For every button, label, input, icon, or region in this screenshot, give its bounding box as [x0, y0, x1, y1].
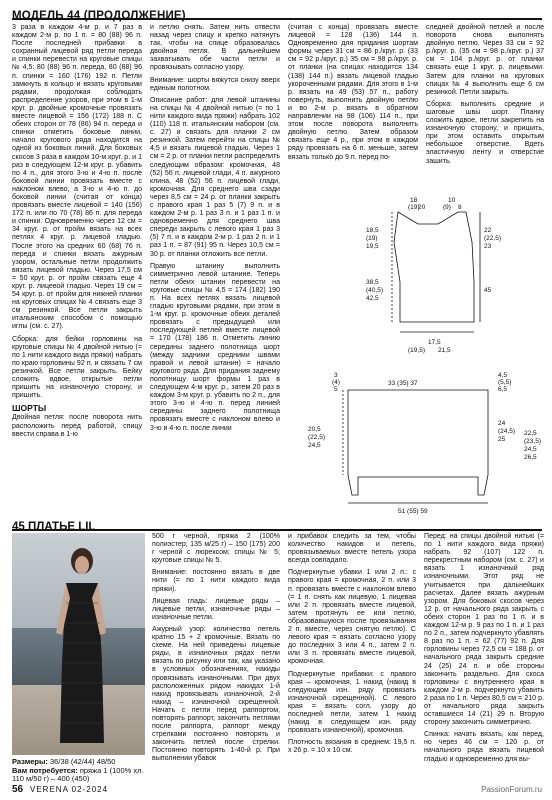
diagram-outline: [394, 212, 474, 322]
paragraph: Сборка: для бейки горловины на круговые спицы № 4 двойной нитью (= по 1 нити каждого вида пряжи) набрать по краю горловины 92 п. и связать 7 см резинкой. Все петли закрыть. Бейку сложить вдвое, открытые петли пришить на изнаночную сторону, и пришить.: [12, 335, 142, 400]
dim-label: (19,5): [408, 347, 425, 354]
dim-label: 45: [484, 287, 492, 294]
dim-label: 24: [498, 420, 506, 427]
text-column-2: [150, 24, 280, 437]
dim-label: 19,5: [366, 243, 379, 250]
page-footer: [0, 782, 552, 800]
page-number: 56: [12, 784, 24, 795]
watermark: PassionForum.ru: [481, 785, 542, 794]
text-column-lil-3: [424, 533, 544, 768]
dim-label: 51 (55) 59: [398, 508, 428, 515]
dim-label: 8: [458, 204, 462, 211]
dim-label: 20,5: [308, 426, 321, 433]
dim-label: 5: [334, 386, 338, 393]
paragraph: Внимание: постоянно вязать в две нити (= по 1 нити каждого вида пряжи).: [152, 569, 280, 593]
dim-label: (22,5): [484, 235, 501, 242]
dim-label: (23,5): [524, 438, 541, 445]
dim-label: 17,5: [428, 339, 441, 346]
model-photo: [12, 533, 145, 755]
dim-label: 10: [448, 197, 456, 204]
dim-label: (24,5): [498, 428, 515, 435]
text-column-1: [12, 24, 142, 443]
section-title: 45 ПЛАТЬЕ LIL: [12, 521, 96, 533]
paragraph: Внимание: шорты вяжутся снизу вверх единым полотном.: [150, 76, 280, 92]
sizes-value: 36/38 (42/44) 48/50: [50, 757, 116, 766]
diagram-outline: [348, 390, 488, 495]
magazine-brand: VERENA 02-2024: [30, 785, 109, 794]
paragraph: Правую штанину выполнить симметрично левой штанине. Теперь петли обеих штанин перевести на круговые спицы № 4,5 = 174 (182) 190 п. На всех петлях вязать лицевой гладью круговыми рядами, при этом в 1-м круг. р. кромочные обеих деталей провязать с предыдущей или последующей петлей вместе лицевой = 170 (178) 186 п. Отметить линию середины заднего полотнища шорт (между задними средними швами правой и левой штанин) = начало кругового ряда. Для придания заднему полотнищу шорт формы 1 раз в следующем 4-м круг. р., затем 20 раз в каждом 3-м круг. р. убавить по 2 п., для этого 3-ю и 4-ю п. перед линией середины заднего полотнища провязать вместе с наклоном влево и 3-ю и 4-ю п. после линии: [150, 262, 280, 432]
paragraph: следней двойной петлей и после поворота снова выполнять двойную петлю. Через 33 см = 92 р./круг. р. (35 см = 98 р./круг. р.) 37 см = 104 р./круг. р. от планки связать еще 1 круг. р. лицевыми. Затем для планки на круговых спицах № 4 выполнить еще 6 см резинкой. Петли закрыть.: [426, 24, 544, 96]
dim-label: (19): [408, 204, 420, 211]
model-figure: [42, 543, 120, 755]
text-column-lil-1: [152, 533, 280, 768]
dim-label: 18,5: [366, 227, 379, 234]
dim-label: 23: [484, 243, 492, 250]
section-header-45: [12, 517, 542, 531]
paragraph: Подчеркнутые прибавки: с правого края – кромочная, 1 накид (накид в следующем изн. ряду провязать изнаночной скрещенной). С левого края = вязать согл. узору до последней петли, затем 1 накид (накид в следующем изн. ряду провязать изнаночной), кромочная.: [288, 670, 416, 735]
dim-label: 20: [418, 204, 426, 211]
paragraph: Ажурный узор: количество петель кратно 15 + 2 кромочные. Вязать по схеме. На ней приведены лицевые ряды, в изнаночных рядах петли вязать по рисунку или так, как указано в условных обозначениях, накиды провязывать изнаночными. При двух расположенных рядом накидах 1-й накид провязывать изнаночной, 2-й накид – изнаночной скрещенной. Начать с петли перед раппортом, повторять раппорт, закончить петлями после раппорта, раппорт между стрелками постоянно повторять и закончить петлей после стрелки. Постоянно повторять 1-40-й р. При выполнении убавок: [152, 625, 280, 763]
dim-label: (9): [443, 204, 451, 211]
dim-label: 6,5: [498, 386, 508, 393]
need-label: Вам потребуется:: [12, 765, 78, 775]
sizes-label: Размеры:: [12, 757, 48, 766]
dim-label: 22,5: [524, 430, 537, 437]
pattern-diagram-bottom: [288, 365, 544, 515]
paragraph: Подчеркнутые убавки 1 или 2 п.: с правого края = кромочная, 2 п. или 3 п. провязать вместе с наклоном влево (= 1 п. снять как лицевую, 1 лицевая или 2 п. провязать вместе лицевой, затем протянуть ее или петлю, образовавшуюся после провязывания 2 п. вместе, через снятую петлю). С левого края = вязать согласно узору до последних 3 или 4 п., затем 2 п. или 3 п. провязать вместе лицевой, кромочная.: [288, 569, 416, 666]
section-header-44: [12, 6, 542, 20]
paragraph: Лицевая гладь: лицевые ряды – лицевые петли, изнаночные ряды – изнаночные петли.: [152, 597, 280, 621]
text-column-4: [426, 24, 544, 170]
subheading-shorts: ШОРТЫ: [12, 403, 47, 414]
paragraph: Перед: на спицы двойной нитью (= по 1 нити каждого вида пряжи) набрать 92 (107) 122 п. перекрестным набором (см. с. 27) и вязать 1 изнаночный ряд изнаночными. Этот ряд не учитывается при дальнейших расчетах. Далее вязать ажурным узором. Для боковых скосов через 12 р. от начального ряда закрыть с обеих сторон 1 раз по 1 п. и в каждом 12-м р. 9 раз по 1 п. и 1 раз по 2 п., затем подчеркнуто убавлять 8 раз по 1 п. = 62 (77) 92 п. Для горловины через 72,5 см = 188 р. от начального ряда закрыть средние 24 (25) 24 п. и обе стороны закончить раздельно. Для скоса горловины с внутреннего края в каждом 2-м р. подчеркнуто убавить 2 раза по 1 п. Через 80,5 см = 210 р. от начального ряда закрыть оставшиеся 14 (21) 29 п. Вторую сторону закончить симметрично.: [424, 533, 544, 727]
dim-label: (5,5): [498, 379, 512, 386]
dim-label: 22: [484, 227, 492, 234]
dim-label: (19): [366, 235, 378, 242]
paragraph: Спинка: начать вязать, как перед, но через 46 см = 120 р. от начального ряда вязать лицевой гладью и одновременно для вы-: [424, 731, 544, 763]
dim-label: 26,5: [524, 454, 537, 461]
need-value: пряжа 1 (100% хл. 110 м/50 г) – 400 (450): [12, 765, 144, 784]
dim-label: (40,5): [366, 287, 383, 294]
dim-label: 42,5: [366, 295, 379, 302]
paragraph: 500 г черной, пряжа 2 (100% полиэстер; 135 м/25 г) – 150 (175) 200 г черной с люрексом; спицы № 5; круговые спицы № 5.: [152, 533, 280, 565]
dim-label: (4): [332, 379, 340, 386]
dim-label: 24,5: [308, 442, 321, 449]
dim-label: 33 (35) 37: [388, 380, 418, 387]
pattern-diagram-top: [288, 192, 544, 362]
paragraph: и петлю снять. Затем нить отвести назад через спицу и крепко натянуть так, чтобы на спице образовалась двойная петля. В дальнейшем захватывать обе части петли и провязывать согласно узору.: [150, 24, 280, 72]
dim-label: 25: [498, 436, 506, 443]
paragraph: и прибавок следить за тем, чтобы количество накидов и петель, провязываемых вместе петель узора всегда совпадало.: [288, 533, 416, 565]
dim-label: 38,5: [366, 279, 379, 286]
model-caption: [12, 758, 147, 784]
dim-label: (22,5): [308, 434, 325, 441]
dim-label: 18: [410, 197, 418, 204]
paragraph: (считая с конца) провязать вместе лицевой = 128 (136) 144 п. Одновременно для придания шортам формы через 31 см = 86 р./круг. р. (33 см = 92 р./круг. р.) 35 см = 98 р./круг. р. от планки (на спицах находится 134 (138) 144 п.) вязать лицевой гладью укороченными рядами. Для этого в 1-м р. вязать на 49 (53) 57 п., работу повернуть, выполнить двойную петлю и во 2-м р. вязать в обратном направлении на 98 (106) 114 п., при этом после поворота выполнить двойную петлю. Затем образом связать еще 4 р., при этом в каждом ряду провязать на 6 п. меньше, затем вязать только до 9 п. перед по-: [288, 24, 418, 161]
text-column-lil-2: [288, 533, 416, 759]
dim-label: 3: [334, 372, 338, 379]
dim-label: 24,5: [524, 446, 537, 453]
paragraph: Сборка: выполнить средние и шаговые швы шорт. Планку сложить вдвое, петли закрепить на изнаночную сторону, и пришить, при этом оставить открытым небольшое отверстие. Вдеть эластичную ленту и отверстие зашить.: [426, 100, 544, 165]
dim-label: 4,5: [498, 372, 508, 379]
dim-label: 21,5: [438, 347, 451, 354]
paragraph: Плотность вязания в среднем: 19,5 п. x 26 р. = 10 x 10 см.: [288, 739, 416, 755]
text-column-3: [288, 24, 418, 166]
paragraph: Двойная петля: после поворота нить расположить перед работой, спицу ввести справа в 1-ю: [12, 414, 142, 438]
paragraph: Описание работ: для левой штанины на спицы № 4 двойной нитью (= по 1 нити каждого вида пряжи) набрать 102 (110) 118 п. итальянским набором (см. с. 27) и связать для планки 2 см резинкой. Затем перейти на спицы № 4,5 и вязать лицевой гладью. Через 1 см = 2 р. от планки петли распределить следующим образом: кромочная, 48 (52) 56 п. лицевой глади, 4 п. ажурного клина, 48 (52) 56 п. лицевой глади, кромочная. Для среднего шва сзади через 8,5 см = 24 р. от планки закрыть с правого края 1 раз 5 (7) 9 п. и в каждом 2-м р. 1 раз 3 п. и 1 раз 1 п. и одновременно для среднего шва спереди закрыть с левого края 1 раз 3 (5) 7 п. и в каждом 2-м р. 1 раз 2 п. и 1 раз 1 п. = 87 (91) 95 п. Через 10,5 см = 30 р. от планки отложить все петли.: [150, 96, 280, 258]
paragraph: 3 раза в каждом 4-м р. и 7 раз в каждом 2-м р. по 1 п. = 80 (88) 96 п. После последней прибавки в сохранный лицевой ряд петли переда и спинки перевести на круговые спицы № 4,5: 80 (88) 96 п. переда, 80 (88) 96 п. спинки = 160 (176) 192 п. Петли замкнуть в кольцо и вязать круговыми рядами, продолжая соблюдать распределение узоров, при этом в 1-м круг. р. двойные кромочные провязать вместе лицевой = 156 (172) 188 п. С обеих сторон от 78 (86) 94 п. переда и спинки отметить боковые линии, начало кругового ряда находится на одной из боковых линий. Для боковых скосов 3 раза в каждом 10-м круг. р. и 1 раз в следующем 12-м круг. р. убавить по 4 п., для этого 3-ю и 4-ю п. после боковой линии провязать вместе с наклоном влево, а 3-ю и 4-ю п. до боковой линии (считая от конца) провязать вместе лицевой = 140 (156) 172 п. или по 70 (78) 86 п. для переда и спинки. Одновременно через 12 см = 34 круг. р. от пройм вязать на всех петлях 4 круг. р. лицевой гладью. После этого на средних 60 (68) 76 п. переда и спинки вязать ажурным узором, остальные петли продолжить вязать лицевой гладью. Через 17,5 см = 50 круг. р. от пройм связать еще 4 круг. р. лицевой гладью. Через 19 см = 54 круг. р. от пройм для нижней планки на круговых спицах № 4 связать еще 3 см резинкой. Все петли закрыть итальянским способом с помощью иглы (см. с. 27).: [12, 24, 142, 331]
section-title: МОДЕЛЬ 44 (ПРОДОЛЖЕНИЕ): [12, 10, 186, 22]
